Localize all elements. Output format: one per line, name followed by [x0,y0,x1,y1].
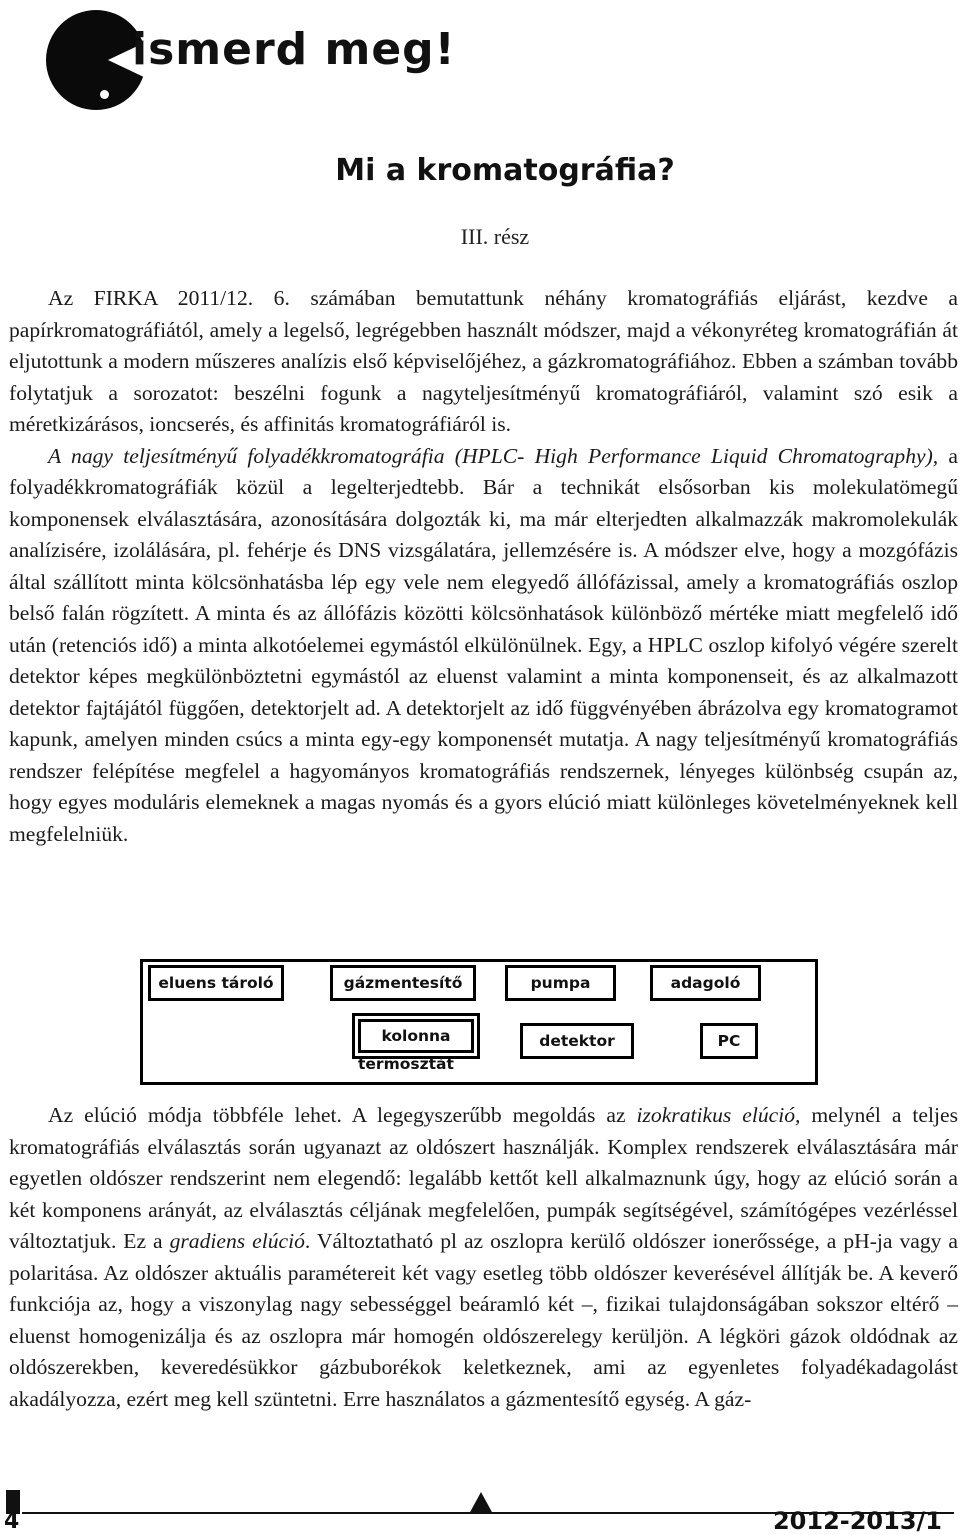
hplc-description: a folyadékkromatográfiák közül a legelterjedtebb. Bár a technikát elsősorban kis molekulatömegű komponensek elválasztására, azonosítására dolgozták ki, ma már elterjedten alkalmazzák makromolekulák analízisére, izolálására, pl. fehérje és DNS vizsgálatára, jellemzésére is. A módszer elve, hogy a mozgófázis által szállított minta kölcsönhatásba lép egy vele nem elegyedő állófázissal, amely a kromatográfiás oszlop belső falán rögzített. A minta és az állófázis közötti kölcsönhatások különböző mértéke miatt megfelelő idő után (retenciós idő) a minta alkotóelemei egymástól elkülönülnek. Egy, a HPLC oszlop kifolyó végére szerelt detektor képes megkülönböztetni egymástól az eluenst valamint a minta komponenseit, és az alkalmazott detektor fajtájától függően, detektorjelt ad. A detektorjelt az idő függvényében ábrázolva egy kromatogramot kapunk, amelyen minden csúcs a minta egy-egy komponensét mutatja. A nagy teljesítményű kromatográfiás rendszer felépítése megfelel a hagyományos kromatográfiás rendszernek, lényeges különbség csupán az, hogy egyes moduláris elemeknek a magas nyomás és a gyors elúció miatt különleges követelményeknek kell megfelelniük. [9,443,958,846]
section-title: ismerd meg! [132,24,456,75]
body-text-top [9,283,958,850]
body-text-bottom [9,1100,958,1415]
isocratic-term: izokratikus elúció, [636,1103,801,1127]
issue-number: 2012-2013/1 [772,1507,942,1535]
article-title: Mi a kromatográfia? [335,153,675,188]
diagram-box-detector: detektor [520,1023,634,1059]
diagram-box-eluent-reservoir: eluens tároló [148,965,284,1001]
pacman-k-logo-icon [46,10,146,110]
gradient-term: gradiens elúció [169,1229,305,1253]
paragraph-intro: Az FIRKA 2011/12. 6. számában bemutattunk néhány kromatográfiás eljárást, kezdve a papírkromatográfiától, amely a legelső, legrégebben használt módszer, majd a vékonyréteg kromatográfián át eljutottunk a modern műszeres analízis első képviselőjéhez, a gázkromatográfiához. Ebben a számban tovább folytatjuk a sorozatot: beszélni fogunk a nagyteljesítményű kromatográfiáról, valamint szó esik a méretkizárásos, ioncserés, és affinitás kromatográfiáról is. [9,286,958,436]
header-logo [46,10,486,110]
article-part: III. rész [460,224,530,249]
diagram-box-column: kolonna [358,1019,474,1053]
diagram-box-degasser: gázmentesítő [330,965,476,1001]
logo-dot [100,90,109,99]
hplc-definition: A nagy teljesítményű folyadékkromatográfia (HPLC- High Performance Liquid Chromatography), [48,443,939,468]
paragraph-hplc [9,441,958,851]
hplc-flow-diagram [0,955,960,1085]
paragraph-elution: Az elúció módja többféle lehet. A legegyszerűbb megoldás az izokratikus elúció, melynél a teljes kromatográfiás elválasztás során ugyanazt az oldószert használják. Komplex rendszerek elválasztására már egyetlen oldószer rendszerint nem elegendő: legalább kettőt kell alkalmaznunk úgy, hogy az elúció során a két komponens arányát, az elválasztás céljának megfelelően, pumpák segítségével, számítógépes vezérléssel változtatjuk. Ez a gradiens elúció. Változtatható pl az oszlopra kerülő oldószer ionerőssége, a pH-ja vagy a polaritása. Az oldószer aktuális paramétereit két vagy esetleg több oldószer keverésével állítják be. A keverő funkciója az, hogy a viszonylag nagy sebességgel beáramló két –, fizikai tulajdonságában sokszor eltérő – eluenst homogenizálja és az oszlopra már homogén oldószerelegy kerüljön. A légköri gázok oldódnak az oldószerekben, keveredésükkor gázbuborékok keletkeznek, ami az egyenletes folyadékadagolást akadályozza, ezért meg kell szüntetni. Erre használatos a gázmentesítő egység. A gáz- [9,1103,958,1411]
page-number: 4 [4,1509,20,1534]
diagram-box-pc: PC [700,1023,758,1059]
diagram-box-pump: pumpa [505,965,616,1001]
diagram-label-thermostat: termosztát [358,1055,454,1073]
footer-triangle-marker [469,1492,493,1514]
diagram-box-injector: adagoló [650,965,761,1001]
